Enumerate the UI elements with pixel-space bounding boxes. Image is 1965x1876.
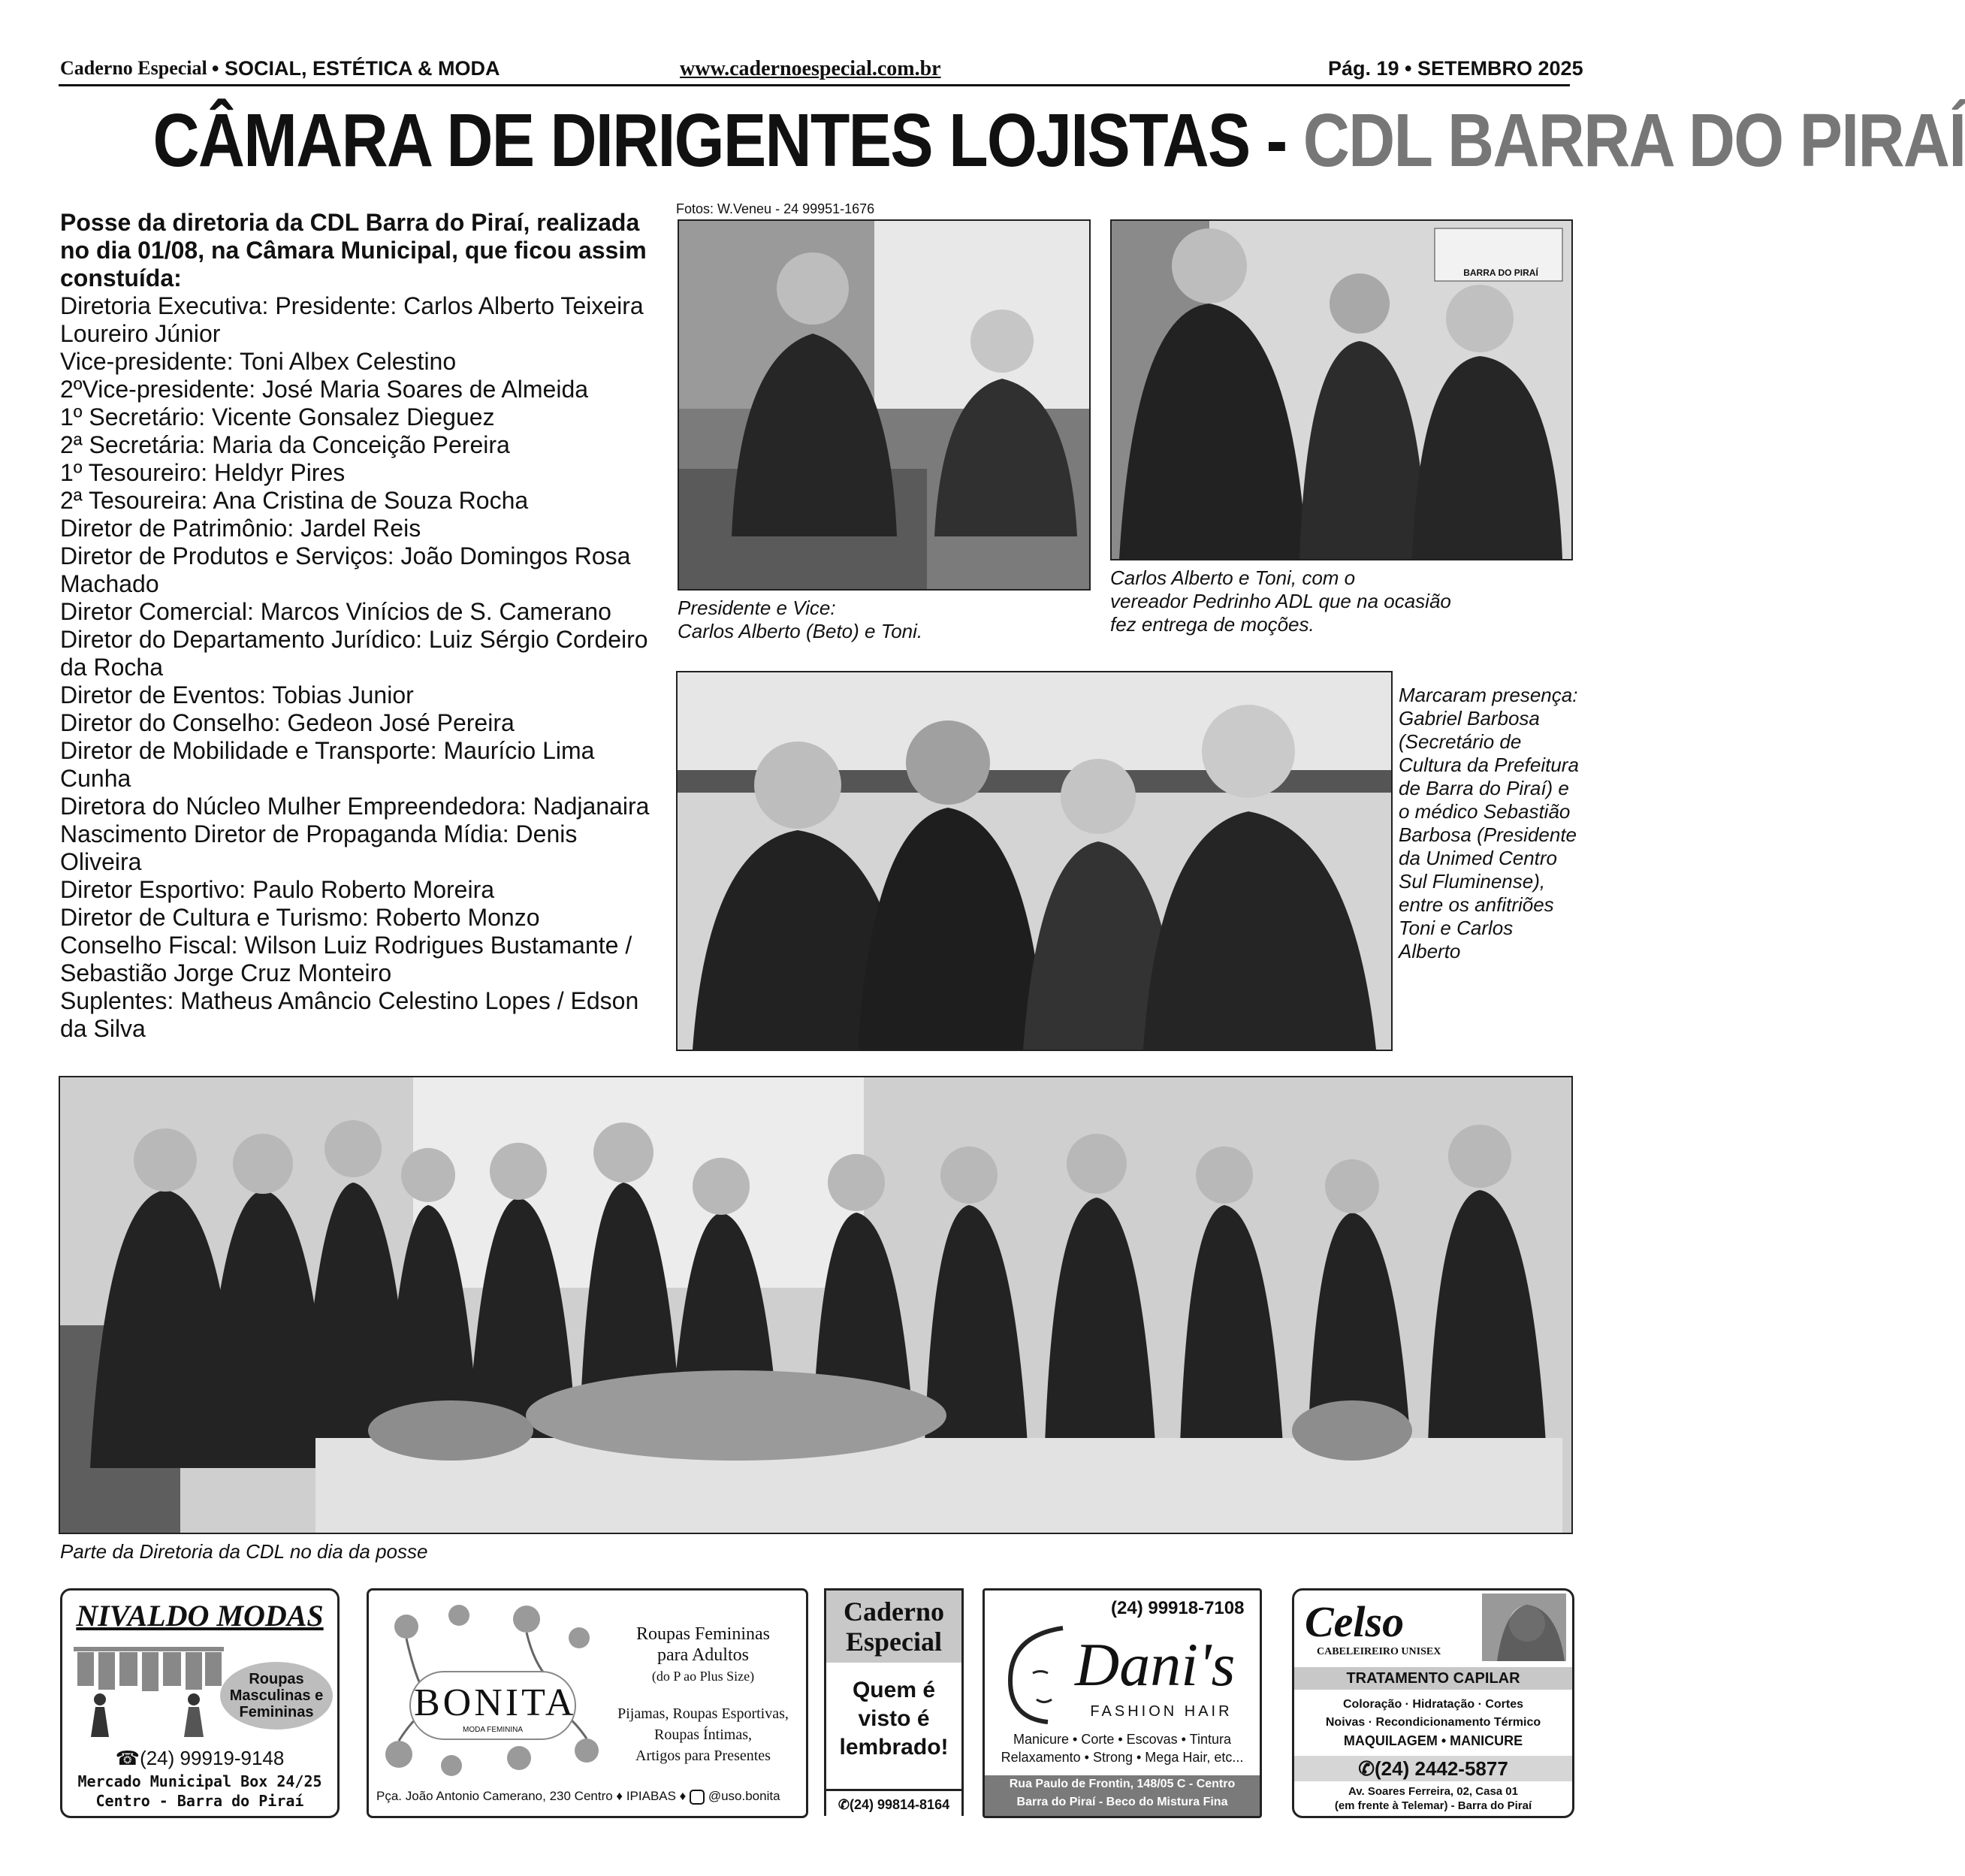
- ad-nivaldo-phone: (24) 99919-9148: [140, 1747, 285, 1769]
- photo-group-directorate: [59, 1076, 1573, 1534]
- ad-danis-sub: FASHION HAIR: [1090, 1703, 1233, 1720]
- city-banner-text: BARRA DO PIRAÍ: [1463, 267, 1538, 278]
- ad-caderno-slogan: Quem é visto é lembrado!: [839, 1678, 949, 1760]
- ad-nivaldo-phone-row: [62, 1747, 337, 1770]
- ad-celso-cabeleireiro[interactable]: [1292, 1588, 1574, 1818]
- ad-danis-fashion-hair[interactable]: [982, 1588, 1262, 1818]
- ad-celso-services: [1294, 1696, 1572, 1750]
- article-body: [60, 209, 653, 1043]
- ad-caderno-especial[interactable]: [824, 1588, 964, 1816]
- photo-image: [679, 221, 1089, 589]
- ad-danis-services2: Relaxamento • Strong • Mega Hair, etc...: [1001, 1750, 1244, 1765]
- ad-bonita-instagram[interactable]: @uso.bonita: [708, 1789, 780, 1803]
- photo-guests: [676, 671, 1393, 1051]
- ad-celso-phone-row: [1294, 1756, 1572, 1781]
- woman-portrait-icon: [1482, 1594, 1566, 1661]
- page-info: Pág. 19 • SETEMBRO 2025: [1328, 57, 1583, 80]
- list-item: 2ª Secretária: Maria da Conceição Pereira: [60, 431, 510, 458]
- photo-image: [60, 1077, 1571, 1533]
- list-item: Suplentes: Matheus Amâncio Celestino Lopes / Edson da Silva: [60, 987, 639, 1042]
- ad-bonita-brand: BONITA: [414, 1681, 577, 1724]
- phone-icon: ✆: [1358, 1757, 1375, 1780]
- ad-bonita-line2: para Adultos: [657, 1645, 749, 1665]
- ad-bonita-sub: MODA FEMININA: [462, 1726, 523, 1734]
- ad-celso-services3: MAQUILAGEM • MANICURE: [1343, 1733, 1523, 1748]
- directorate-list: [60, 292, 653, 1043]
- section-name: • SOCIAL, ESTÉTICA & MODA: [212, 57, 500, 80]
- list-item: Diretor de Mobilidade e Transporte: Maurício Lima Cunha: [60, 737, 595, 792]
- header-rule: [59, 84, 1570, 86]
- ad-caderno-name2: Especial: [845, 1627, 942, 1657]
- photo-moções: [1110, 219, 1573, 560]
- photo2-caption: Carlos Alberto e Toni, com o vereador Pedrinho ADL que na ocasião fez entrega de moções.: [1110, 566, 1451, 636]
- list-item: 1º Secretário: Vicente Gonsalez Dieguez: [60, 403, 495, 430]
- list-item: Diretor de Eventos: Tobias Junior: [60, 681, 414, 708]
- ad-nivaldo-address1: Mercado Municipal Box 24/25: [77, 1772, 322, 1790]
- ad-danis-address2: Barra do Piraí - Beco do Mistura Fina: [1016, 1796, 1228, 1808]
- instagram-icon: [690, 1790, 705, 1805]
- ad-celso-title: TRATAMENTO CAPILAR: [1294, 1667, 1572, 1690]
- ad-celso-brand: Celso: [1305, 1597, 1405, 1646]
- article-lead: Posse da diretoria da CDL Barra do Piraí, realizada no dia 01/08, na Câmara Municipal, que ficou assim constuída:: [60, 209, 647, 292]
- ad-danis-services1: Manicure • Corte • Escovas • Tintura: [1013, 1732, 1231, 1747]
- ad-celso-sub: CABELEIREIRO UNISEX: [1317, 1646, 1441, 1657]
- ad-bonita-line6: Artigos para Presentes: [635, 1748, 771, 1764]
- phone-icon: ☎: [115, 1747, 140, 1769]
- list-item: Diretoria Executiva: Presidente: Carlos Alberto Teixeira Loureiro Júnior: [60, 292, 644, 347]
- ad-danis-phone: (24) 99918-7108: [1111, 1598, 1245, 1618]
- ad-nivaldo-address2: Centro - Barra do Piraí: [95, 1792, 304, 1810]
- photo-credit: Fotos: W.Veneu - 24 99951-1676: [676, 201, 875, 216]
- ad-bonita-address: Pça. João Antonio Camerano, 230 Centro ♦ IPIABAS ♦: [376, 1789, 687, 1803]
- headline-part1: CÂMARA DE DIRIGENTES LOJISTAS -: [152, 98, 1287, 183]
- ad-bonita-lines: [609, 1624, 797, 1766]
- ad-danis-address: [985, 1775, 1260, 1816]
- list-item: Vice-presidente: Toni Albex Celestino: [60, 348, 457, 375]
- list-item: Diretor Esportivo: Paulo Roberto Moreira: [60, 876, 495, 903]
- ad-bonita-line5: Roupas Íntimas,: [654, 1726, 752, 1743]
- list-item: 2ºVice-presidente: José Maria Soares de Almeida: [60, 376, 589, 403]
- ad-nivaldo-modas[interactable]: [60, 1588, 340, 1818]
- ad-bonita-line3: (do P ao Plus Size): [651, 1669, 755, 1684]
- ad-celso-address1: Av. Soares Ferreira, 02, Casa 01: [1348, 1785, 1518, 1798]
- list-item: Conselho Fiscal: Wilson Luiz Rodrigues Bustamante / Sebastião Jorge Cruz Monteiro: [60, 932, 632, 986]
- ad-celso-phone: (24) 2442-5877: [1374, 1757, 1508, 1780]
- ad-caderno-phone: (24) 99814-8164: [849, 1797, 950, 1812]
- ad-bonita[interactable]: [367, 1588, 808, 1818]
- list-item: Diretora do Núcleo Mulher Empreendedora: Nadjanaira Nascimento Diretor de Propaganda Mídia: Denis Oliveira: [60, 793, 650, 875]
- ad-caderno-name1: Caderno: [844, 1597, 944, 1627]
- photo-image: [678, 672, 1391, 1050]
- ad-celso-address2: (em frente à Telemar) - Barra do Piraí: [1334, 1799, 1532, 1812]
- ad-celso-services1: Coloração · Hidratação · Cortes: [1342, 1698, 1524, 1711]
- photo3-caption: Marcaram presença: Gabriel Barbosa (Secretário de Cultura da Prefeitura de Barra do Piraí) e o médico Sebastião Barbosa (Presidente da Unimed Centro Sul Fluminense), entre os anfitriões Toni e Carlos Alberto: [1399, 684, 1579, 962]
- woman-face-icon: [995, 1621, 1078, 1726]
- ad-nivaldo-title: NIVALDO MODAS: [76, 1599, 324, 1633]
- ad-nivaldo-badge: Roupas Masculinas e Femininas: [220, 1662, 333, 1729]
- ad-bonita-line1: Roupas Femininas: [636, 1624, 770, 1644]
- photo-president-vice: [678, 219, 1091, 591]
- ad-danis-address1: Rua Paulo de Frontin, 148/05 C - Centro: [1009, 1778, 1236, 1790]
- ad-celso-services2: Noivas · Recondicionamento Térmico: [1325, 1716, 1541, 1729]
- list-item: Diretor de Patrimônio: Jardel Reis: [60, 515, 421, 542]
- website-link[interactable]: www.cadernoespecial.com.br: [680, 57, 941, 80]
- ad-celso-address: [1294, 1784, 1572, 1813]
- photo1-caption: Presidente e Vice: Carlos Alberto (Beto) e Toni.: [678, 597, 923, 642]
- headline-part2: CDL BARRA DO PIRAÍ: [1302, 98, 1965, 183]
- ad-caderno-logo: [826, 1591, 961, 1663]
- whatsapp-icon: ✆: [838, 1797, 850, 1812]
- ad-caderno-phone-row: [826, 1789, 961, 1813]
- list-item: 1º Tesoureiro: Heldyr Pires: [60, 459, 346, 486]
- page-headline: [152, 98, 1965, 184]
- clothing-icon: [70, 1643, 228, 1741]
- list-item: Diretor Comercial: Marcos Vinícios de S. Camerano: [60, 598, 611, 625]
- publication-name: Caderno Especial: [60, 57, 207, 79]
- list-item: Diretor do Conselho: Gedeon José Pereira: [60, 709, 515, 736]
- ad-bonita-line4: Pijamas, Roupas Esportivas,: [617, 1705, 789, 1722]
- list-item: Diretor do Departamento Jurídico: Luiz Sérgio Cordeiro da Rocha: [60, 626, 648, 681]
- photo4-caption: Parte da Diretoria da CDL no dia da posse: [60, 1540, 428, 1563]
- list-item: Diretor de Produtos e Serviços: João Domingos Rosa Machado: [60, 542, 631, 597]
- list-item: 2ª Tesoureira: Ana Cristina de Souza Rocha: [60, 487, 529, 514]
- ad-danis-brand: Dani's: [1075, 1630, 1236, 1699]
- ad-bonita-address-row: [376, 1789, 780, 1805]
- list-item: Diretor de Cultura e Turismo: Roberto Monzo: [60, 904, 540, 931]
